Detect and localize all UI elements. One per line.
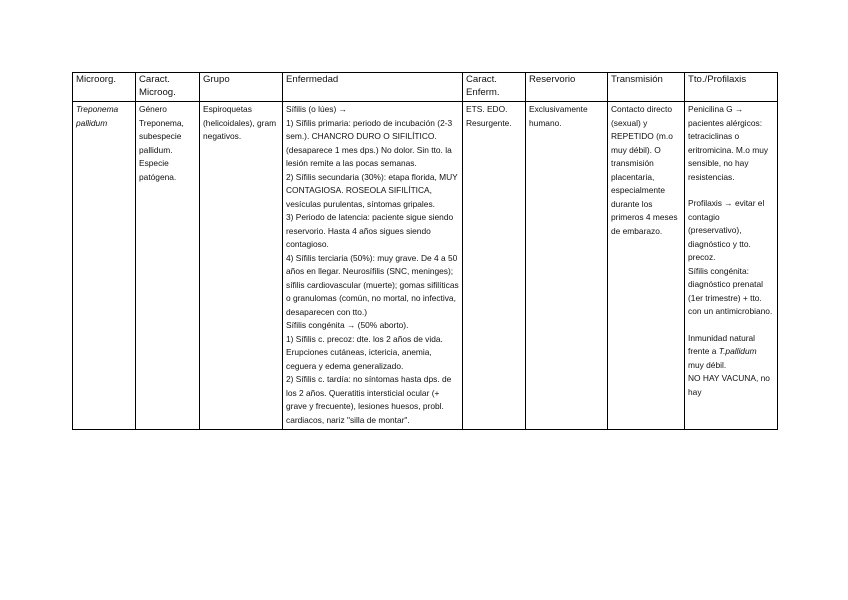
tto-paragraph: Penicilina G → pacientes alérgicos: tetraciclinas o eritromicina. M.o muy sensible, no hay resistencias.: [688, 104, 769, 182]
tto-text: Inmunidad natural frente a: [688, 332, 756, 356]
enfermedad-line: 1) Sífilis primaria: periodo de incubación (2-3 sem.). CHANCRO DURO O SIFILÍTICO. (desaparece 1 mes dps.) No dolor. Sin tto. la lesión remite a las pocas semanas.: [286, 117, 453, 168]
microorg-genus: Treponema: [76, 104, 119, 114]
header-caract-enferm: Caract. Enferm.: [463, 73, 526, 102]
enfermedad-line: 2) Sífilis c. tardía: no síntomas hasta dps. de los 2 años. Queratitis intersticial ocular (+ grave y frecuente), lesiones huesos, probl. cardiacos, nariz "silla de montar".: [286, 374, 452, 425]
header-tto: Tto./Profilaxis: [685, 73, 778, 102]
tto-paragraph: NO HAY VACUNA, no hay: [688, 373, 770, 397]
tto-species-italic: T.pallidum: [718, 346, 757, 356]
header-reservorio: Reservorio: [526, 73, 608, 102]
enfermedad-line: 4) Sífilis terciaria (50%): muy grave. De 4 a 50 años en llegar. Neurosífilis (SNC, meninges); sífilis cardiovascular (muerte); gomas sifilíticas o granulomas (común, no mortal, no infectiva, desaparecen con tto.): [286, 252, 459, 317]
tto-paragraph: Sífilis congénita: diagnóstico prenatal (1er trimestre) + tto. con un antimicrobiano.: [688, 265, 773, 316]
enfermedad-line: Sífilis (o lúes) →: [286, 104, 347, 114]
header-transmision: Transmisión: [608, 73, 685, 102]
cell-microorg: [73, 102, 136, 430]
cell-caract-microorg: Género Treponema, subespecie pallidum. Especie patógena.: [136, 102, 200, 430]
cell-enfermedad: [283, 102, 463, 430]
enfermedad-line: 1) Sífilis c. precoz: dte. los 2 años de vida. Erupciones cutáneas, ictericia, anemia, ceguera y edema generalizado.: [286, 333, 443, 371]
tto-text: muy débil.: [688, 359, 727, 370]
header-microorg: Microorg.: [73, 73, 136, 102]
cell-transmision: Contacto directo (sexual) y REPETIDO (m.o muy débil). O transmisión placentaria, especialmente durante los primeros 4 meses de embarazo.: [608, 102, 685, 430]
header-enfermedad: Enfermedad: [283, 73, 463, 102]
cell-tto: [685, 102, 778, 430]
table-row: [73, 102, 778, 430]
tto-paragraph: [688, 332, 774, 373]
cell-caract-enferm: ETS. EDO. Resurgente.: [463, 102, 526, 430]
header-grupo: Grupo: [200, 73, 283, 102]
microorg-species: pallidum: [76, 117, 108, 128]
header-caract-microorg: Caract. Microog.: [136, 73, 200, 102]
tto-paragraph: Profilaxis → evitar el contagio (preservativo), diagnóstico y tto. precoz.: [688, 198, 765, 262]
cell-reservorio: Exclusivamente humano.: [526, 102, 608, 430]
header-row: [73, 73, 778, 102]
enfermedad-line: Sífilis congénita → (50% aborto).: [286, 320, 409, 330]
cell-grupo: Espiroquetas (helicoidales), gram negativos.: [200, 102, 283, 430]
enfermedad-line: 2) Sífilis secundaria (30%): etapa florida, MUY CONTAGIOSA. ROSEOLA SIFILÍTICA, vesículas purulentas, síntomas gripales.: [286, 171, 458, 209]
microorganism-table: [72, 72, 778, 430]
enfermedad-line: 3) Periodo de latencia: paciente sigue siendo reservorio. Hasta 4 años sigues siendo contagioso.: [286, 212, 454, 249]
